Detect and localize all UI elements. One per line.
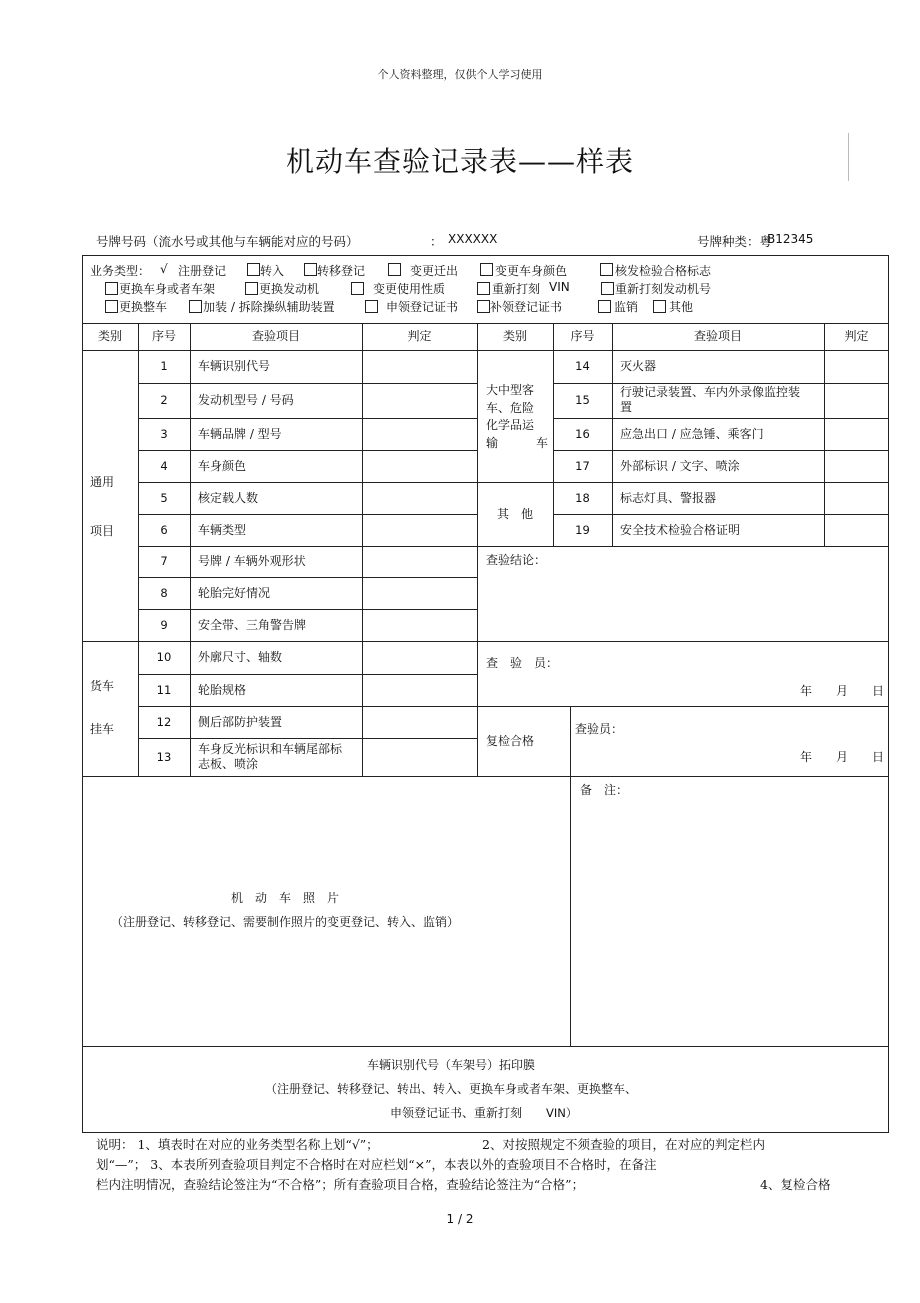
business-option-label: 核发检验合格标志 [615, 264, 712, 278]
row-item: 车辆类型 [198, 522, 247, 537]
category-general: 通用 [90, 474, 115, 489]
row-item: 灭火器 [620, 359, 657, 373]
header-judgement: 判定 [407, 329, 432, 343]
business-option-label: 加装 / 拆除操纵辅助装置 [203, 300, 335, 314]
row-item: 车辆品牌 / 型号 [198, 426, 282, 441]
row-number: 9 [160, 617, 168, 632]
checkbox-supervised-cancel[interactable] [598, 300, 611, 313]
recheck-date-month: 月 [836, 749, 849, 764]
row-number: 18 [575, 490, 590, 505]
footnote-line: 栏内注明情况，查验结论签注为“不合格”；所有查验项目合格，查验结论签注为“合格”； [96, 1177, 585, 1192]
category-bus-hazmat: 车、危险 [486, 400, 535, 415]
date-year: 年 [800, 683, 813, 698]
row-number: 8 [160, 585, 168, 600]
plate-type-value[interactable]: B12345 [767, 232, 814, 246]
plate-number-value[interactable]: XXXXXX [448, 232, 498, 246]
category-bus-hazmat: 输 [486, 435, 499, 450]
business-type-label: 业务类型： [90, 264, 151, 278]
row-number: 14 [575, 359, 590, 373]
form-title: 机动车查验记录表——样表 [285, 145, 634, 178]
row-item: 标志灯具、警报器 [620, 490, 717, 505]
recheck-date-year: 年 [800, 749, 813, 764]
row-item: 发动机型号 / 号码 [198, 393, 294, 407]
checkbox-replace-vehicle[interactable] [105, 300, 118, 313]
business-option-label: 补领登记证书 [490, 300, 563, 314]
business-option-label: 转移登记 [317, 264, 366, 278]
category-bus-hazmat: 车 [536, 435, 549, 450]
row-number: 15 [575, 393, 590, 407]
row-item: 行驶记录装置、车内外录像监控装置 [620, 385, 801, 414]
row-number: 16 [575, 426, 590, 441]
footnote-line: 4、复检合格 [760, 1177, 831, 1192]
conclusion-label: 查验结论： [486, 552, 547, 567]
checkbox-ownership-transfer[interactable] [304, 263, 317, 276]
business-option-label: 变更车身颜色 [495, 264, 568, 278]
row-number: 7 [160, 554, 168, 568]
check-mark: √ [160, 262, 168, 276]
business-option-label: 变更使用性质 [373, 282, 446, 296]
photo-title: 机 动 车 照 片 [230, 890, 339, 905]
category-trailer: 挂车 [90, 721, 115, 736]
business-option-label: VIN [549, 280, 570, 294]
vin-rubbing-note: VIN） [546, 1105, 578, 1120]
vehicle-photo-area[interactable] [83, 777, 569, 1045]
business-option-label: 注册登记 [178, 264, 227, 278]
footnote-line: 说明： 1、填表时在对应的业务类型名称上划“√”； [96, 1137, 379, 1152]
category-truck: 货车 [90, 678, 115, 693]
business-option-label: 监销 [614, 300, 639, 314]
row-number: 6 [160, 522, 168, 537]
judgement-column-right[interactable] [825, 351, 888, 545]
row-item: 轮胎完好情况 [198, 585, 271, 600]
plate-type-label: 号牌种类：粤 [697, 234, 773, 249]
remarks-field[interactable] [571, 800, 888, 1044]
category-general: 项目 [90, 523, 115, 538]
row-number: 4 [160, 458, 168, 473]
row-item: 号牌 / 车辆外观形状 [198, 554, 306, 568]
row-number: 10 [156, 650, 172, 664]
row-item: 外廓尺寸、轴数 [198, 650, 283, 664]
header-note: 个人资料整理，仅供个人学习使用 [377, 68, 543, 81]
row-item: 安全技术检验合格证明 [620, 522, 741, 537]
judgement-column-left[interactable] [363, 351, 476, 775]
row-item: 车辆识别代号 [198, 359, 271, 373]
business-option-label: 转入 [260, 264, 285, 278]
checkbox-apply-certificate[interactable] [365, 300, 378, 313]
category-bus-hazmat: 大中型客 [486, 382, 535, 397]
checkbox-replace-body[interactable] [105, 282, 118, 295]
row-number: 3 [160, 426, 168, 441]
row-item: 轮胎规格 [198, 682, 247, 697]
business-option-label: 更换整车 [119, 300, 168, 314]
header-item: 查验项目 [251, 329, 300, 343]
footnote-line: 2、对按照规定不须查验的项目，在对应的判定栏内 [482, 1137, 765, 1152]
vin-rubbing-note: 申领登记证书、重新打刻 [390, 1105, 523, 1120]
business-option-label: 重新打刻 [492, 282, 541, 296]
recheck-date-day: 日 [872, 749, 885, 764]
recheck-label: 复检合格 [486, 733, 535, 748]
header-number: 序号 [151, 329, 176, 343]
row-number: 19 [575, 522, 590, 537]
remarks-label: 备 注： [580, 782, 629, 797]
business-option-label: 其他 [669, 300, 694, 314]
business-option-label: 变更迁出 [410, 264, 459, 278]
row-item: 核定载人数 [198, 490, 259, 505]
row-number: 2 [160, 393, 168, 407]
date-day: 日 [872, 683, 885, 698]
checkbox-assist-device[interactable] [189, 300, 202, 313]
row-number: 12 [156, 714, 172, 729]
row-item: 应急出口 / 应急锤、乘客门 [620, 426, 764, 441]
row-number: 13 [156, 749, 172, 764]
checkbox-reissue-certificate[interactable] [477, 300, 490, 313]
row-number: 17 [575, 458, 590, 473]
category-other: 其 他 [496, 506, 533, 521]
business-option-label: 重新打刻发动机号 [615, 282, 712, 296]
vin-rubbing-title: 车辆识别代号（车架号）拓印膜 [366, 1057, 535, 1072]
checkbox-re-engrave-vin[interactable] [477, 282, 490, 295]
header-category: 类别 [502, 329, 527, 343]
plate-number-label: 号牌号码（流水号或其他与车辆能对应的号码） [96, 234, 359, 249]
checkbox-change-color[interactable] [480, 263, 493, 276]
row-item: 侧后部防护装置 [198, 714, 283, 729]
row-item: 外部标识 / 文字、喷涂 [620, 458, 740, 473]
checkbox-move-out[interactable] [388, 263, 401, 276]
checkbox-other[interactable] [653, 300, 666, 313]
recheck-inspector-label: 查验员： [575, 721, 624, 736]
plate-number-colon: ： [430, 234, 443, 249]
business-option-label: 申领登记证书 [386, 300, 459, 314]
page-number: 1 / 2 [446, 1212, 474, 1226]
checkbox-re-engrave-engine[interactable] [601, 282, 614, 295]
checkbox-inspection-mark[interactable] [600, 263, 613, 276]
business-option-label: 更换发动机 [259, 282, 320, 296]
date-month: 月 [836, 683, 849, 698]
header-item: 查验项目 [693, 329, 742, 343]
category-bus-hazmat: 化学品运 [486, 417, 535, 432]
row-item: 车身颜色 [198, 458, 247, 473]
row-number: 5 [160, 490, 168, 505]
row-item: 车身反光标识和车辆尾部标志板、喷涂 [198, 742, 343, 771]
business-option-label: 更换车身或者车架 [119, 282, 216, 296]
row-number: 1 [160, 359, 168, 373]
conclusion-field[interactable] [478, 570, 888, 640]
inspector-label: 查 验 员： [486, 655, 559, 670]
row-number: 11 [156, 682, 172, 697]
checkbox-replace-engine[interactable] [245, 282, 258, 295]
footnote-line: 划“—”； 3、本表所列查验项目判定不合格时在对应栏划“×”，本表以外的查验项目不合格时，在备注 [96, 1157, 657, 1172]
row-item: 安全带、三角警告牌 [198, 617, 307, 632]
photo-note: （注册登记、转移登记、需要制作照片的变更登记、转入、监销） [110, 914, 459, 929]
header-number: 序号 [570, 329, 595, 343]
checkbox-change-usage[interactable] [351, 282, 364, 295]
header-category: 类别 [97, 329, 122, 343]
vin-rubbing-note: （注册登记、转移登记、转出、转入、更换车身或者车架、更换整车、 [264, 1081, 637, 1096]
header-judgement: 判定 [844, 329, 869, 343]
checkbox-transfer-in[interactable] [247, 263, 260, 276]
